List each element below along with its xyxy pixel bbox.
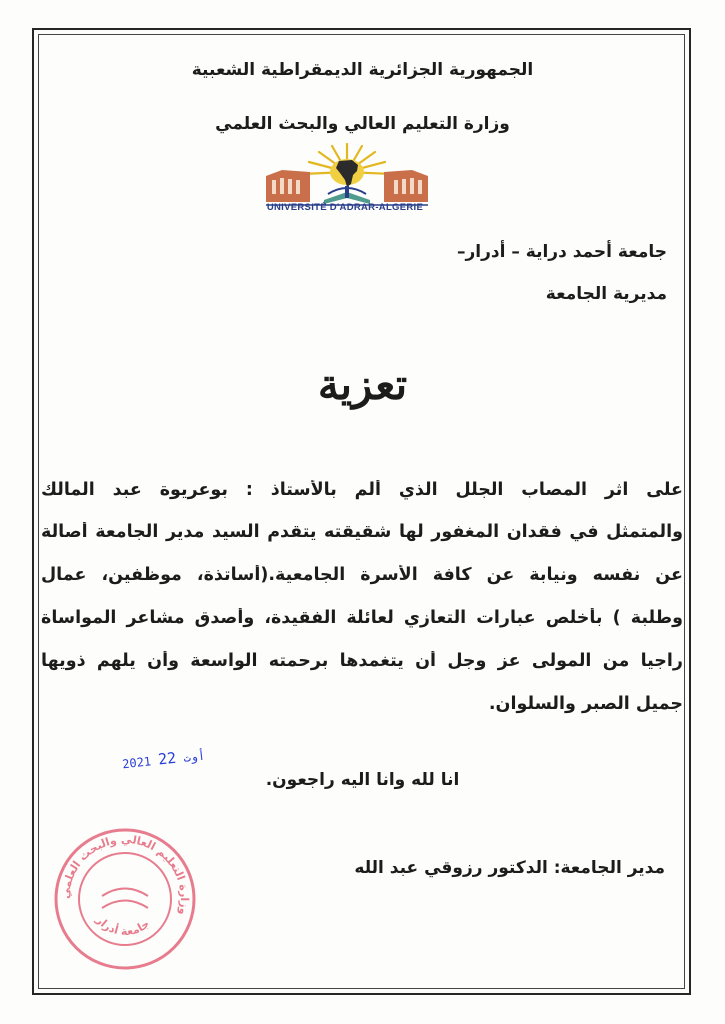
republic-header: الجمهورية الجزائرية الديمقراطية الشعبية: [191, 60, 534, 80]
body-line: جميل الصبر والسلوان.: [488, 694, 683, 714]
signature-line: مدير الجامعة: الدكتور رزوقي عبد الله: [354, 858, 665, 878]
seal-inner-text: جامعة أدرار: [93, 913, 153, 939]
body-line: على اثر المصاب الجلل الذي ألم بالأستاذ : بوعريوة عبد المالك: [41, 480, 683, 500]
date-day: 22: [157, 748, 178, 769]
date-month: أوت: [182, 748, 206, 765]
seal-outer-text: وزارة التعليم العالي والبحث العلمي: [58, 832, 192, 917]
body-line: والمتمثل في فقدان المغفور لها شقيقته يتقدم السيد مدير الجامعة أصالة: [41, 522, 683, 542]
official-seal-stamp: [52, 826, 198, 972]
body-line: وطلبة ) بأخلص عبارات التعازي لعائلة الفقيدة، وأصدق مشاعر المواساة: [41, 608, 683, 628]
document-title: تعزية: [317, 360, 408, 409]
closing-phrase: انا لله وانا اليه راجعون.: [265, 770, 460, 790]
date-year: 2021: [121, 754, 152, 772]
body-line: راجيا من المولى عز وجل أن يتغمدها برحمته الواسعة وأن يلهم ذويها: [41, 651, 683, 671]
ministry-header: وزارة التعليم العالي والبحث العلمي: [215, 114, 510, 134]
svg-text:جامعة أدرار: [93, 913, 152, 938]
university-name: جامعة أحمد دراية – أدرار–: [456, 242, 667, 262]
directorate-name: مديرية الجامعة: [545, 284, 667, 304]
body-line: عن نفسه ونيابة عن كافة الأسرة الجامعية.(أساتذة، موظفين، عمال: [41, 565, 683, 585]
university-logo-caption: UNIVERSITÉ D'ADRAR-ALGERIE: [266, 202, 424, 213]
